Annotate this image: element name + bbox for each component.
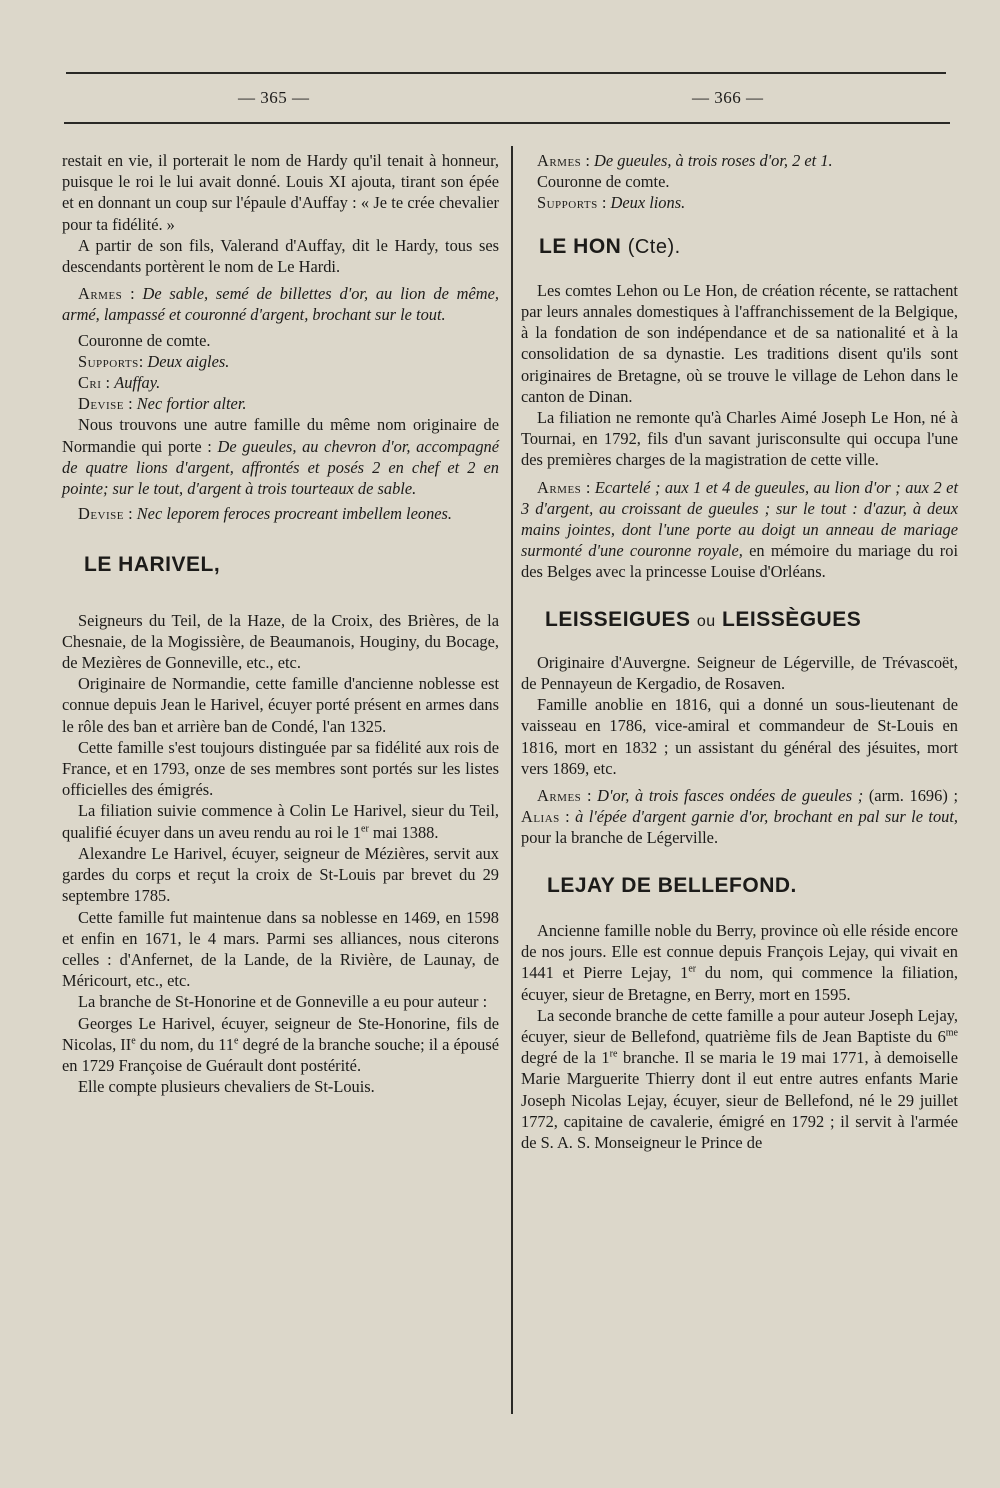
supports-entry: Supports : Deux lions. xyxy=(537,193,686,213)
armes-label: Armes xyxy=(537,786,582,806)
paragraph xyxy=(521,1005,958,1153)
devise-text: Nec fortior alter. xyxy=(136,394,247,414)
paragraph: Alexandre Le Harivel, écuyer, seigneur de Mézières, servit aux gardes du corps et reçut la croix de St-Louis par brevet du 29 septembre 1785. xyxy=(62,843,499,906)
armes-entry: Armes : De gueules, à trois roses d'or, 2 et 1. xyxy=(537,151,833,170)
text-run: en mémoire du mariage du roi des Belges avec la princesse Louise d'Orléans. xyxy=(521,541,958,582)
devise-entry: Devise : Nec fortior alter. xyxy=(78,394,247,414)
text-run: Georges Le Harivel, écuyer, seigneur de Ste-Honorine, fils de Nicolas, II xyxy=(62,1013,499,1054)
supports-label: Supports xyxy=(78,351,139,371)
cri-label: Cri xyxy=(78,373,102,393)
armes-blazon: D'or, à trois fasces ondées de gueules ; xyxy=(597,786,864,806)
devise-entry: Devise : Nec leporem feroces procreant imbellem leones. xyxy=(78,504,453,524)
superscript: me xyxy=(945,1027,958,1039)
section-title-lehon xyxy=(539,236,958,258)
text-run: du nom, du 11 xyxy=(135,1034,234,1054)
paragraph: Originaire d'Auvergne. Seigneur de Légerville, de Trévascoët, de Pennayeun de Kergadio, de Rosaven. xyxy=(521,652,958,694)
alias-label: Alias xyxy=(521,807,560,827)
section-title-leisseigues xyxy=(545,609,958,632)
superscript: e xyxy=(233,1035,239,1047)
text-run: (arm. 1696) ; xyxy=(863,786,958,806)
armes-entry: Armes : Ecartelé ; aux 1 et 4 de gueules, au lion d'or ; aux 2 et 3 d'argent, au croissant de gueules ; sur le tout : d'azur, à deux mains jointes, dont l'une porte au doigt un anneau de mariage surmonté d'une couronne royale, en mémoire du mariage du roi des Belges avec la princesse Louise d'Orléans. xyxy=(521,477,959,582)
section-title-lejay: LEJAY DE BELLEFOND. xyxy=(547,873,797,897)
cri-entry: Cri : Auffay. xyxy=(78,373,161,393)
text-run: degré de la branche souche; il a épousé en 1729 Françoise de Guérault dont postérité. xyxy=(62,1034,499,1075)
paragraph: Cette famille s'est toujours distinguée par sa fidélité aux rois de France, et en 1793, onze de ses membres sont portés sur les listes officielles des émigrés. xyxy=(62,737,499,800)
armes-blazon: Ecartelé ; aux 1 et 4 de gueules, au lion d'or ; aux 2 et 3 d'argent, au croissant de gueules ; sur le tout : d'azur, à deux mains jointes, dont l'une porte au doigt un anneau de mariage surmonté d'une couronne royale, xyxy=(521,477,959,561)
paragraph xyxy=(62,800,499,842)
couronne-line: Couronne de comte. xyxy=(537,172,670,192)
blazon-run: De gueules, au chevron d'or, accompagné de quatre lions d'argent, affrontés et posés 2 en chef et 2 en pointe; sur le tout, d'argent à trois tourteaux de sable. xyxy=(62,436,499,499)
top-rule xyxy=(66,72,946,74)
paragraph: Originaire de Normandie, cette famille d'ancienne noblesse est connue depuis Jean le Harivel, écuyer porté présent en armes dans le rôle des ban et arrière ban de Condé, l'an 1325. xyxy=(62,674,499,736)
devise-label: Devise xyxy=(78,394,124,414)
devise-label: Devise xyxy=(78,504,124,524)
paragraph: Les comtes Lehon ou Le Hon, de création récente, se rattachent par leurs annales domestiques à l'affranchissement de la Belgique, à la fondation de son indépendance et de sa nationalité et à la consolidation de sa dynastie. Les traditions disent qu'ils sont originaires de Bretagne, où se trouve le village de Lehon dans le canton de Dinan. xyxy=(521,280,958,406)
paragraph: Cette famille fut maintenue dans sa noblesse en 1469, en 1598 et enfin en 1671, le 4 mars. Parmi ses alliances, nous citerons celles : d'Anfernet, de la Lande, de la Rivière, de Launay, de Méricourt, etc., etc. xyxy=(62,907,499,991)
paragraph: Seigneurs du Teil, de la Haze, de la Croix, des Brières, de la Chesnaie, de la Mogissière, de Beaumanois, Houginy, du Bocage, de Mezières de Gonneville, etc., etc. xyxy=(62,610,499,673)
armes-label: Armes xyxy=(537,151,582,170)
title-text: LEISSÈGUES xyxy=(722,607,862,631)
supports-label: Supports xyxy=(537,193,598,213)
text-run: mai 1388. xyxy=(368,822,439,842)
title-text: LEISSEIGUES xyxy=(545,607,691,631)
superscript: re xyxy=(609,1048,618,1060)
text-run: Nous trouvons une autre famille du même nom originaire de Normandie qui porte : xyxy=(62,415,499,456)
armes-entry: Armes : De sable, semé de billettes d'or, au lion de même, armé, lampassé et couronné d'argent, brochant sur le tout. xyxy=(62,284,499,325)
armes-label: Armes xyxy=(78,284,123,304)
alias-blazon: à l'épée d'argent garnie d'or, brochant en pal sur le tout, xyxy=(575,807,959,827)
paragraph: La filiation ne remonte qu'à Charles Aimé Joseph Le Hon, né à Tournai, en 1792, fils d'un savant jurisconsulte qui occupa l'une des premières charges de la magistration de cette ville. xyxy=(521,408,958,470)
superscript: e xyxy=(131,1035,136,1047)
page-number-right: — 366 — xyxy=(692,88,764,107)
paragraph xyxy=(62,1013,499,1077)
paragraph: La branche de St-Honorine et de Gonneville a eu pour auteur : xyxy=(78,992,488,1012)
title-text: LE HON xyxy=(539,234,622,258)
supports-text: Deux aigles. xyxy=(147,351,230,371)
paragraph: Famille anoblie en 1816, qui a donné un sous-lieutenant de vaisseau en 1786, vice-amiral et commandeur de St-Louis en 1816, mort en 1832 ; un assistant du général des jésuites, mort vers 1869, etc. xyxy=(521,695,958,778)
armes-blazon: De sable, semé de billettes d'or, au lion de même, armé, lampassé et couronné d'argent, brochant sur le tout. xyxy=(62,284,499,325)
text-run: pour la branche de Légerville. xyxy=(521,828,719,848)
section-title-harivel: LE HARIVEL, xyxy=(84,553,221,577)
armes-label: Armes xyxy=(537,477,582,497)
column-divider xyxy=(511,146,513,1414)
right-column xyxy=(521,150,958,1153)
text-run: Ancienne famille noble du Berry, province où elle réside encore de nos jours. Elle est connue depuis François Lejay, qui vivait en 1441 et Pierre Lejay, 1 xyxy=(521,920,958,983)
cri-text: Auffay. xyxy=(114,373,161,393)
title-conjunction: ou xyxy=(696,612,716,630)
paragraph xyxy=(62,414,499,499)
header-rule xyxy=(64,122,950,124)
couronne-line: Couronne de comte. xyxy=(78,330,211,350)
text-run: La seconde branche de cette famille a pour auteur Joseph Lejay, écuyer, sieur de Bellefond, quatrième fils de Jean Baptiste du 6 xyxy=(521,1005,958,1046)
text-run: du nom, qui commence la filiation, écuyer, sieur de Bretagne, en Berry, mort en 1595. xyxy=(521,963,958,1004)
armes-blazon: De gueules, à trois roses d'or, 2 et 1. xyxy=(594,151,833,170)
paragraph: Elle compte plusieurs chevaliers de St-Louis. xyxy=(78,1077,375,1097)
paragraph: A partir de son fils, Valerand d'Auffay, dit le Hardy, tous ses descendants portèrent le nom de Le Hardi. xyxy=(62,235,499,277)
left-column xyxy=(62,150,499,1097)
text-run: La filiation suivie commence à Colin Le Harivel, sieur du Teil, qualifié écuyer dans un aveu rendu au roi le 1 xyxy=(62,801,499,842)
supports-entry: Supports: Deux aigles. xyxy=(78,351,230,371)
text-run: branche. Il se maria le 19 mai 1771, à demoiselle Marie Marguerite Thierry dont il eut entre autres enfants Marie Joseph Nicolas Lejay, écuyer, sieur de Bellefond, né le 29 juillet 1772, capitaine de cavalerie, émigré en 1792 ; il servit à l'armée de S. A. S. Monseigneur le Prince de xyxy=(521,1048,958,1152)
devise-text: Nec leporem feroces procreant imbellem leones. xyxy=(136,504,453,524)
title-suffix: (Cte). xyxy=(627,235,681,258)
page-number-left: — 365 — xyxy=(238,88,310,107)
armes-entry: Armes : D'or, à trois fasces ondées de gueules ; (arm. 1696) ; Alias : à l'épée d'argent garnie d'or, brochant en pal sur le tout, pour la branche de Légerville. xyxy=(521,786,959,848)
paragraph xyxy=(521,920,958,1005)
superscript: er xyxy=(688,963,697,975)
supports-text: Deux lions. xyxy=(610,193,686,213)
superscript: er xyxy=(361,823,369,835)
paragraph: restait en vie, il porterait le nom de Hardy qu'il tenait à honneur, puisque le roi le lui avait donné. Louis XI ajouta, tirant son épée et en donnant un coup sur l'épaule d'Auffay : « Je te crée chevalier pour ta fidélité. » xyxy=(62,151,499,234)
text-run: degré de la 1 xyxy=(521,1048,610,1068)
